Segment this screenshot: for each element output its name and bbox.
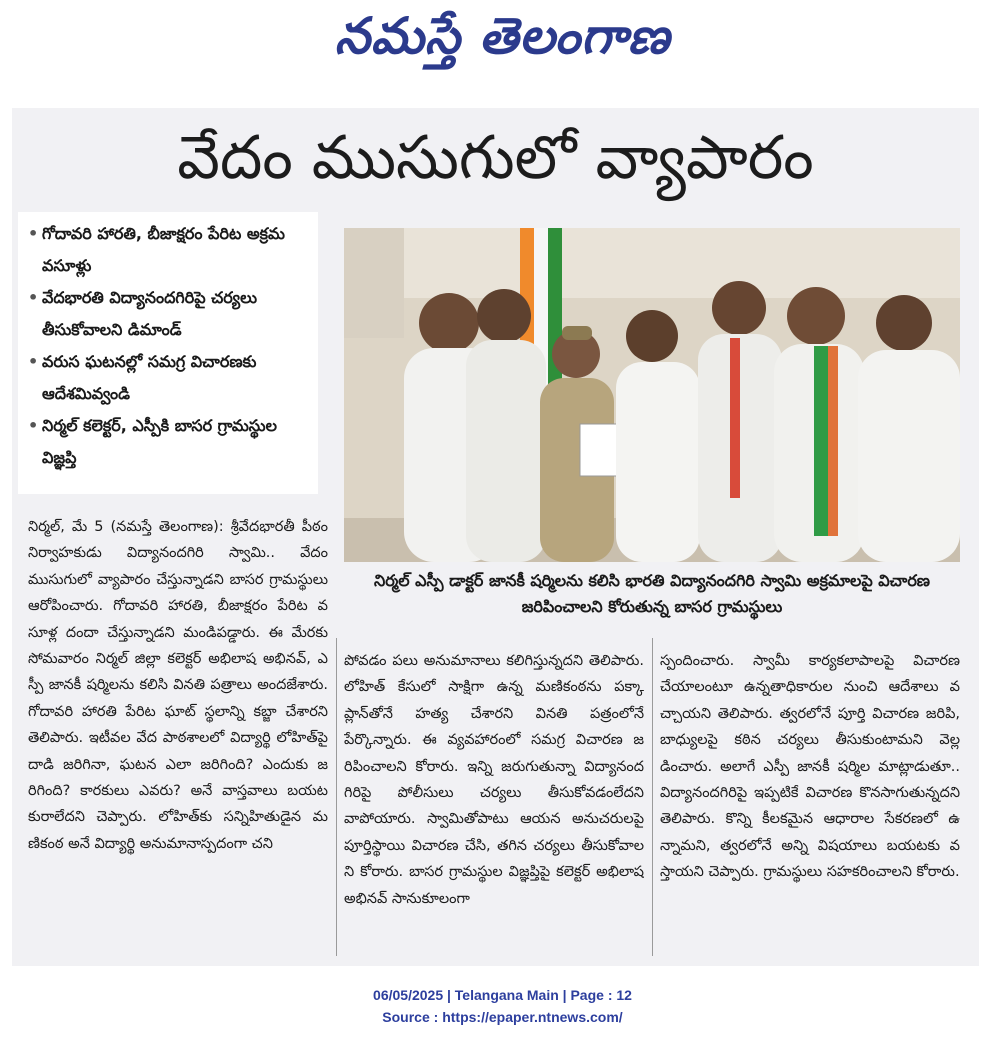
article-body-column-3: స్పందించారు. స్వామీ కార్యకలాపాలపై విచారణ చేయాలంటూ ఉన్నతాధికారుల నుంచి ఆదేశాలు వచ్చాయని తెలిపారు. త్వరలోనే పూర్తి విచారణ జరిపి, బాధ్యులపై కఠిన చర్యలు తీసుకుంటామని వెల్లడించారు. అలాగే ఎస్పీ జానకీ షర్మిల మాట్లాడుతూ.. విద్యానందగిరిపై ఇప్పటికే విచారణ కొనసాగుతున్నదని తెలిపారు. కొన్ని కీలకమైన ఆధారాల సేకరణలో ఉన్నామని, త్వరలోనే అన్ని విషయాలు బయటకు వస్తాయని చెప్పారు. గ్రామస్థులు సహకరించాలని కోరారు.	[660, 653, 960, 881]
highlight-item	[26, 346, 310, 410]
highlight-text: వేదభారతి విద్యానందగిరిపై చర్యలు తీసుకోవాలని డిమాండ్	[42, 288, 257, 339]
highlights-box	[18, 212, 318, 494]
news-article	[12, 108, 979, 966]
bullet-dot-icon: •	[28, 288, 39, 307]
highlight-item	[26, 282, 310, 346]
page-footer	[0, 984, 1005, 1028]
highlight-item	[26, 410, 310, 474]
bullet-dot-icon: •	[28, 352, 39, 371]
photo-caption: నిర్మల్ ఎస్పీ డాక్టర్ జానకీ షర్మిలను కలిసి భారతి విద్యానందగిరి స్వామి అక్రమాలపై విచారణ జరిపించాలని కోరుతున్న బాసర గ్రామస్థులు	[373, 571, 931, 616]
edition-info: 06/05/2025 | Telangana Main | Page : 12	[373, 987, 632, 1003]
column-divider	[336, 638, 337, 956]
highlight-text: నిర్మల్ కలెక్టర్, ఎస్పీకి బాసర గ్రామస్థుల విజ్ఞప్తి	[42, 416, 277, 467]
article-headline: వేదం ముసుగులో వ్యాపారం	[177, 123, 814, 193]
article-body-column-1: నిర్మల్, మే 5 (నమస్తే తెలంగాణ): శ్రీవేదభారతీ పీఠం నిర్వాహకుడు విద్యానందగిరి స్వామి.. వేదం ముసుగులో వ్యాపారం చేస్తున్నాడని బాసర గ్రామస్థులు ఆరోపించారు. గోదావరి హారతి, బీజాక్షరం పేరిట వసూళ్ల దందా చేస్తున్నాడని మండిపడ్డారు. ఈ మేరకు సోమవారం నిర్మల్ జిల్లా కలెక్టర్ అభిలాష అభినవ్, ఎస్పీ జానకీ షర్మిలను కలిసి వినతి పత్రాలు అందజేశారు. గోదావరి హారతి పేరిట ఘాట్ స్థలాన్ని కబ్జా చేశారని తెలిపారు. ఇటీవల వేద పాఠశాలలో విద్యార్థి లోహిత్‌పై దాడి జరిగినా, ఘటన ఎలా జరిగింది? ఎందుకు జరిగింది? కారకులు ఎవరు? అనే వాస్తవాలు బయటకురాలేదని చెప్పారు. లోహిత్‌కు సన్నిహితుడైన మణికంఠ అనే విద్యార్థి అనుమానాస్పదంగా చని	[28, 519, 328, 852]
masthead-logo: నమస్తే తెలంగాణ	[334, 6, 671, 65]
highlight-text: వరుస ఘటనల్లో సమగ్ర విచారణకు ఆదేశమివ్వండి	[42, 352, 257, 403]
highlight-text: గోదావరి హారతి, బీజాక్షరం పేరిట అక్రమ వసూళ్లు	[42, 224, 285, 275]
group-photo-illustration	[344, 228, 960, 562]
source-link[interactable]: Source : https://epaper.ntnews.com/	[382, 1009, 623, 1025]
article-body-column-2: పోవడం పలు అనుమానాలు కలిగిస్తున్నదని తెలిపారు. లోహిత్ కేసులో సాక్షిగా ఉన్న మణికంఠను పక్కా ప్లాన్‌తోనే హత్య చేశారని వినతి పత్రంలోనే పేర్కొన్నారు. ఈ వ్యవహారంలో సమగ్ర విచారణ జరిపించాలని కోరారు. ఇన్ని జరుగుతున్నా విద్యానందగిరిపై పోలీసులు చర్యలు తీసుకోవడంలేదని వాపోయారు. స్వామితోపాటు ఆయన అనుచరులపై పూర్తిస్థాయి విచారణ చేసి, తగిన చర్యలు తీసుకోవాలని కోరారు. బాసర గ్రామస్థుల విజ్ఞప్తిపై కలెక్టర్ అభిలాష అభినవ్ సానుకూలంగా	[344, 653, 644, 907]
bullet-dot-icon: •	[28, 224, 39, 243]
newspaper-masthead	[0, 0, 1005, 92]
bullet-dot-icon: •	[28, 416, 39, 435]
highlight-item	[26, 218, 310, 282]
news-photo	[344, 228, 960, 562]
column-divider	[652, 638, 653, 956]
